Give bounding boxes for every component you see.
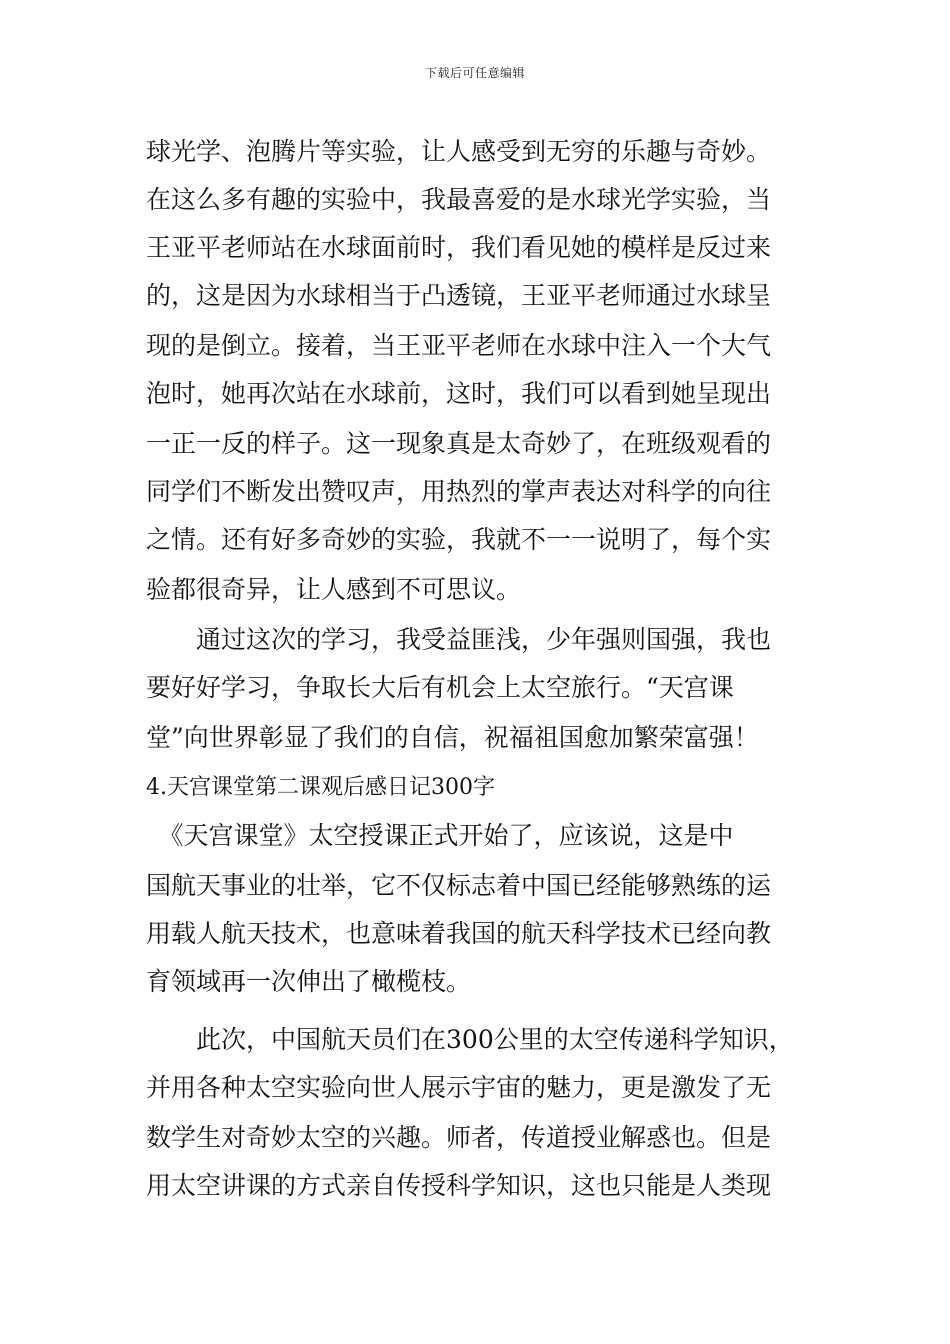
- text-line: 的，这是因为水球相当于凸透镜，王亚平老师通过水球呈: [146, 281, 772, 310]
- text-line: 此次，中国航天员们在300公里的太空传递科学知识，: [146, 1025, 794, 1054]
- text-line: 要好好学习，争取长大后有机会上太空旅行。“天宫课: [146, 673, 734, 702]
- text-line: 之情。还有好多奇妙的实验，我就不一一说明了，每个实: [146, 525, 772, 554]
- text-line: 用太空讲课的方式亲自传授科学知识，这也只能是人类现: [146, 1171, 772, 1200]
- section-heading: 4.天宫课堂第二课观后感日记300字: [146, 775, 495, 800]
- text-line: 育领域再一次伸出了橄榄枝。: [146, 967, 472, 996]
- text-line: 数学生对奇妙太空的兴趣。师者，传道授业解惑也。但是: [146, 1123, 772, 1152]
- text-line: 球光学、泡腾片等实验，让人感受到无穷的乐趣与奇妙。: [146, 137, 772, 166]
- text-line: 王亚平老师站在水球面前时，我们看见她的模样是反过来: [146, 233, 772, 262]
- text-line: 一正一反的样子。这一现象真是太奇妙了，在班级观看的: [146, 429, 772, 458]
- text-line: 并用各种太空实验向世人展示宇宙的魅力，更是激发了无: [146, 1073, 772, 1102]
- text-line: 现的是倒立。接着，当王亚平老师在水球中注入一个大气: [146, 331, 772, 360]
- text-line: 国航天事业的壮举，它不仅标志着中国已经能够熟练的运: [146, 871, 772, 900]
- text-line: 通过这次的学习，我受益匪浅，少年强则国强，我也: [146, 625, 772, 654]
- text-line: 《天宫课堂》太空授课正式开始了，应该说，这是中: [146, 821, 734, 850]
- text-line: 在这么多有趣的实验中，我最喜爱的是水球光学实验，当: [146, 185, 772, 214]
- text-line: 堂”向世界彰显了我们的自信，祝福祖国愈加繁荣富强！: [146, 723, 759, 752]
- page-header: 下载后可任意编辑: [424, 66, 525, 80]
- text-line: 验都很奇异，让人感到不可思议。: [146, 575, 522, 604]
- text-line: 用载人航天技术，也意味着我国的航天科学技术已经向教: [146, 919, 772, 948]
- text-line: 泡时，她再次站在水球前，这时，我们可以看到她呈现出: [146, 379, 772, 408]
- text-line: 同学们不断发出赞叹声，用热烈的掌声表达对科学的向往: [146, 477, 772, 506]
